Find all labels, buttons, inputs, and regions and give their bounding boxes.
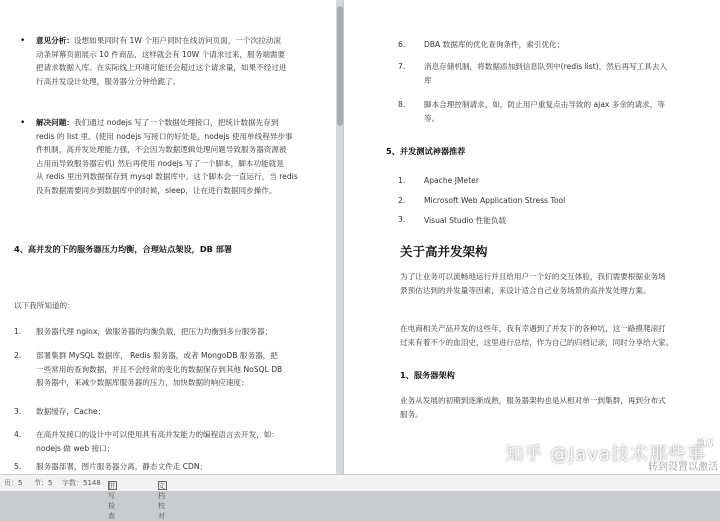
scroll-thumb[interactable] [337,6,343,126]
list-item [36,325,328,339]
list-number: 3. [14,407,22,416]
list-number: 1. [398,176,406,185]
spell-check-label: 拼写检查 [108,482,115,520]
list-item-line: 脚本合理控制请求，如，防止用户重复点击导致的 ajax 多余的请求，等 [424,100,665,109]
list-item-line: 消息存储机制，将数据添加到信息队列中(redis list)，然后再写工具去入 [424,62,668,71]
paragraph-solution [36,116,326,198]
list-item [36,460,328,474]
list-number: 4. [14,430,22,439]
tool-item: Apache JMeter [424,176,479,185]
tool-item: Microsoft Web Application Stress Tool [424,196,566,205]
paragraph-line: 业务从发展的初期到逐渐成熟，服务器架构也是从相对单一到集群，再到分布式 [400,396,666,405]
bullet-dot: • [20,118,26,128]
solution-line: redis 的 list 里。(使用 nodejs 写接口的好处是，nodejs 使用单线程异步事 [36,131,293,141]
heading-server-architecture: 1、服务器架构 [400,370,455,380]
activate-sub-text: 转到设置以激活 [648,462,718,473]
analysis-line: 把请求数据入库。在实际线上环境可能还会超过这个请求量，如果不经过进 [36,63,287,73]
paragraph-analysis [36,34,326,88]
solution-line: 我们通过 nodejs 写了一个数据处理接口，把统计数据先存到 [73,118,279,127]
paragraph-architecture [400,394,718,421]
analysis-line: 动条屏幕页面展示 10 件商品，这样就会有 10W 个请求过来，服务端需要 [36,49,286,59]
paragraph-line: 为了让业务可以流畅地运行并且给用户一个好的交互体验，我们需要根据业务场 [400,272,666,281]
list-item-line: 库 [424,75,432,85]
list-item [424,60,714,87]
section-indicator[interactable]: 节：5 [34,479,53,487]
list-item-line: 一些常用的查询数据，并且不会经常的变化的数据保存到其他 NoSQL DB [36,364,283,374]
list-item-line: 服务器部署，图片服务器分离，静态文件走 CDN； [36,462,208,471]
list-item-line: DBA 数据库的优化查询条件，索引优化； [424,40,565,49]
paragraph-line: 在电商相关产品开发的这些年，我有幸遇到了并发下的各种坑，这一路摸爬滚打 [400,324,666,333]
list-item-line: 等。 [424,113,440,123]
list-item-line: 服务器中，来减少数据库服务器的压力，加快数据的响应速度； [36,378,249,388]
paragraph-line: 服务。 [400,409,423,419]
list-number: 2. [398,196,406,205]
list-item [36,405,328,419]
zhihu-watermark: 知乎 @Java技术那些事 [505,444,706,465]
word-count[interactable]: 字数：5148 [62,479,101,487]
paragraph-line: 景预估达到的并发量等因素，来设计适合自己业务场景的高并发处理方案。 [400,285,651,295]
analysis-label: 意见分析： [36,36,74,45]
list-item-line: 部署集群 MySQL 数据库， Redis 服务器，或者 MongoDB 服务器，把 [36,351,278,360]
list-item [424,98,714,125]
paragraph-intro [400,270,718,297]
intro-text: 以下我所知道的： [14,301,75,310]
status-bar [0,474,720,520]
solution-line: 占用而导致服务器宕机) 然后再使用 nodejs 写了一个脚本，脚本功能就是 [36,158,284,168]
solution-line: 件机制，高并发处理能力强，不会因为数据逻辑处理问题导致服务器资源被 [36,145,287,155]
list-item-line: 在高并发接口的设计中可以使用具有高并发能力的编程语言去开发，如： [36,430,279,439]
list-number: 8. [398,100,406,109]
heading-server-balance: 4、高并发的下的服务器压力均衡，合理站点架设，DB 部署 [14,244,233,254]
tool-item: Visual Studio 性能负载 [424,216,507,225]
solution-line: 没有数据需要同步到数据库中的时候，sleep，让在进行数据同步操作。 [36,185,277,195]
list-number: 1. [14,327,22,336]
list-item [36,428,328,455]
analysis-line: 设想如果同时有 1W 个用户同时在线访问页面，一个次拉动滚 [73,36,281,45]
page-gap-scrollbar[interactable] [336,0,344,474]
heading-test-tools: 5、并发测试神器推荐 [386,146,466,156]
paragraph-experience [400,322,718,349]
solution-line: 从 redis 里出列数据保存到 mysql 数据库中。这个脚本会一直运行，当 redis [36,172,298,182]
list-item [424,38,714,52]
document-page-right [344,0,720,474]
list-item [36,349,328,390]
paragraph-line: 过来有着不少的血泪史，这里进行总结，作为自己的归档记录，同时分享给大家。 [400,337,674,347]
activate-text: 激活 [695,439,714,449]
doc-check-label: 文档校对 [158,482,165,520]
list-number: 6. [398,40,406,49]
section-title: 关于高并发架构 [400,244,488,259]
document-page-left [0,0,336,474]
list-number: 5. [14,462,22,471]
bullet-dot: • [20,36,26,46]
page-indicator[interactable]: 页：5 [4,479,23,487]
list-item-line: 数据缓存，Cache； [36,407,106,416]
list-number: 2. [14,351,22,360]
list-number: 7. [398,62,406,71]
list-number: 3. [398,215,406,224]
solution-label: 解决问题： [36,118,74,127]
list-item-line: nodejs 做 web 接口； [36,443,115,453]
analysis-line: 行高并发设计处理，服务器分分钟给跪了。 [36,76,181,86]
list-item-line: 服务器代理 nginx，做服务器的均衡负载，把压力均衡到多台服务器； [36,327,273,336]
